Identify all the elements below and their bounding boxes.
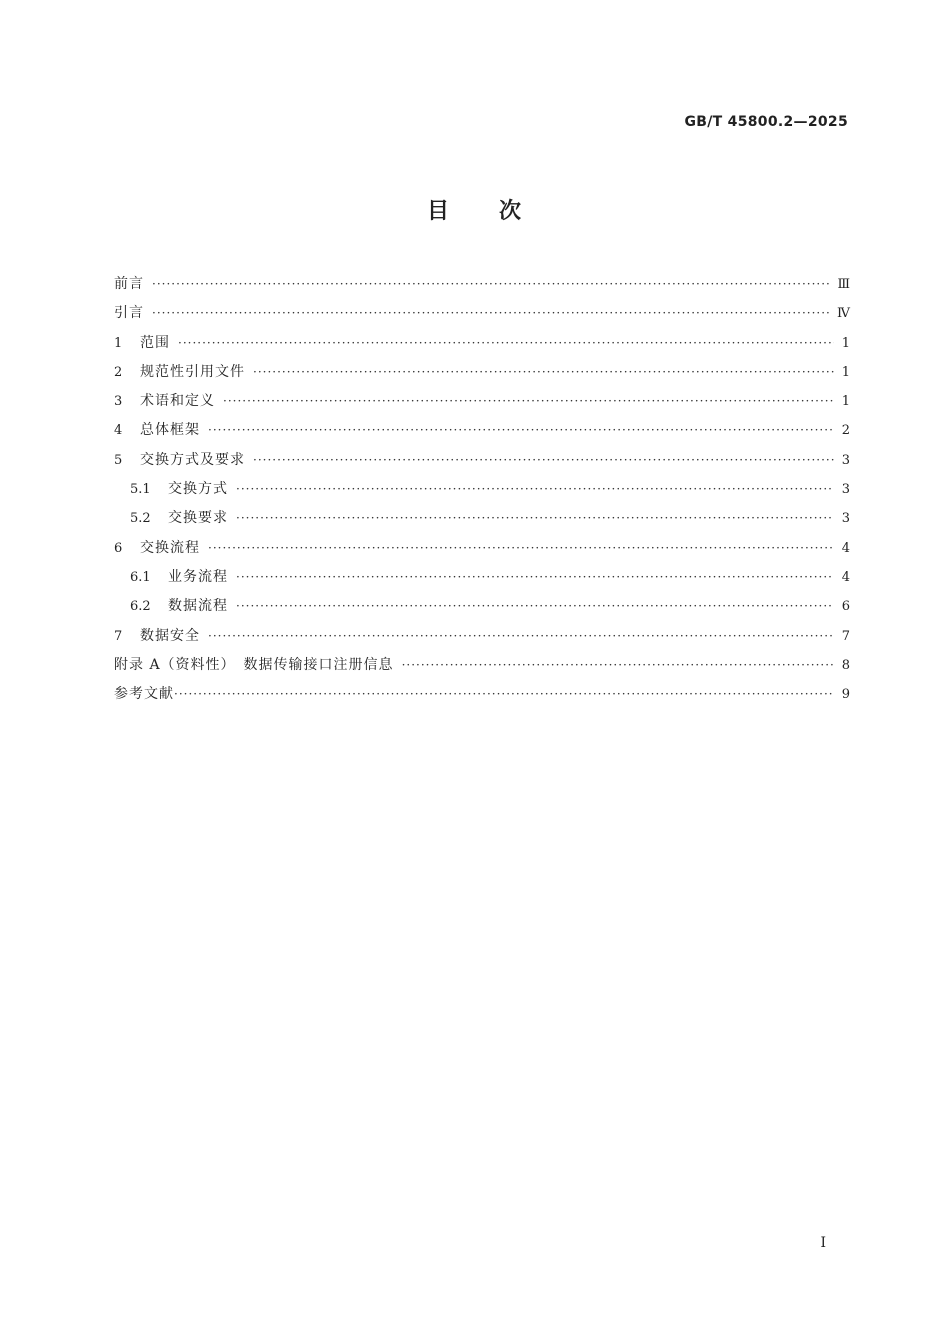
toc-entry-bibliography[interactable]	[114, 680, 850, 709]
toc-leader-dots	[178, 329, 834, 358]
toc-entry-label: 引言	[114, 305, 144, 322]
toc-leader-dots	[223, 387, 834, 416]
toc-entry-label: 交换流程	[140, 539, 200, 556]
toc-entry-page: Ⅳ	[837, 306, 850, 322]
toc-leader-dots	[236, 563, 834, 592]
toc-entry-number: 6	[114, 540, 123, 556]
toc-entry-number: 3	[114, 394, 123, 410]
toc-entry-label: 数据流程	[168, 598, 228, 615]
toc-entry-page: 3	[841, 452, 850, 468]
toc-entry-terms-definitions[interactable]	[114, 387, 850, 416]
toc-leader-dots	[402, 651, 834, 680]
toc-entry-page: 9	[841, 687, 850, 703]
toc-entry-number: 6.1	[130, 569, 151, 585]
toc-entry-label: 附录 A（资料性） 数据传输接口注册信息	[114, 656, 394, 673]
toc-entry-number: 5	[114, 452, 123, 468]
toc-entry-page: 7	[841, 628, 850, 644]
toc-entry-annex-a[interactable]	[114, 651, 850, 680]
toc-entry-page: Ⅲ	[837, 277, 850, 292]
toc-entry-data-security[interactable]	[114, 622, 850, 651]
toc-leader-dots	[253, 358, 834, 387]
toc-entry-page: 1	[841, 335, 850, 351]
table-of-contents	[114, 270, 850, 709]
toc-entry-label: 交换方式及要求	[140, 451, 245, 468]
toc-entry-page: 3	[841, 511, 850, 527]
toc-entry-introduction[interactable]	[114, 299, 850, 328]
toc-entry-label: 业务流程	[168, 568, 228, 585]
toc-entry-data-process[interactable]	[114, 592, 850, 621]
toc-entry-normative-references[interactable]	[114, 358, 850, 387]
page-title: 目 次	[426, 199, 523, 224]
toc-entry-page: 3	[841, 482, 850, 498]
toc-entry-page: 8	[841, 657, 850, 673]
toc-leader-dots	[152, 270, 831, 299]
toc-entry-page: 4	[841, 569, 850, 585]
toc-leader-dots	[174, 680, 834, 709]
toc-entry-label: 交换要求	[168, 510, 228, 527]
toc-entry-label: 范围	[140, 334, 170, 351]
toc-entry-number: 1	[114, 335, 123, 351]
toc-leader-dots	[253, 446, 834, 475]
toc-entry-foreword[interactable]	[114, 270, 850, 299]
toc-entry-exchange-methods[interactable]	[114, 475, 850, 504]
toc-leader-dots	[208, 416, 834, 445]
toc-leader-dots	[236, 475, 834, 504]
toc-entry-scope[interactable]	[114, 329, 850, 358]
toc-entry-label: 规范性引用文件	[140, 363, 245, 380]
toc-leader-dots	[208, 534, 834, 563]
toc-entry-label: 数据安全	[140, 627, 200, 644]
toc-entry-page: 6	[841, 599, 850, 615]
toc-entry-page: 4	[841, 540, 850, 556]
toc-entry-page: 1	[841, 364, 850, 380]
toc-entry-label: 交换方式	[168, 481, 228, 498]
toc-entry-number: 5.1	[130, 482, 151, 498]
toc-entry-exchange-requirements[interactable]	[114, 504, 850, 533]
toc-leader-dots	[236, 592, 834, 621]
toc-entry-page: 1	[841, 394, 850, 410]
toc-entry-label: 参考文献	[114, 686, 174, 703]
toc-leader-dots	[236, 504, 834, 533]
toc-entry-number: 5.2	[130, 511, 151, 527]
toc-leader-dots	[208, 622, 834, 651]
toc-entry-label: 前言	[114, 276, 144, 292]
page-number: Ⅰ	[820, 1235, 826, 1251]
toc-entry-exchange-methods-requirements[interactable]	[114, 446, 850, 475]
toc-entry-general-framework[interactable]	[114, 416, 850, 445]
toc-entry-number: 2	[114, 364, 123, 380]
toc-entry-number: 4	[114, 423, 123, 439]
toc-entry-exchange-process[interactable]	[114, 534, 850, 563]
toc-entry-label: 术语和定义	[140, 393, 215, 410]
toc-leader-dots	[152, 299, 831, 328]
toc-entry-page: 2	[841, 423, 850, 439]
toc-entry-number: 6.2	[130, 599, 151, 615]
toc-entry-number: 7	[114, 628, 123, 644]
standard-code: GB/T 45800.2—2025	[684, 114, 848, 130]
toc-entry-business-process[interactable]	[114, 563, 850, 592]
toc-entry-label: 总体框架	[140, 422, 200, 439]
